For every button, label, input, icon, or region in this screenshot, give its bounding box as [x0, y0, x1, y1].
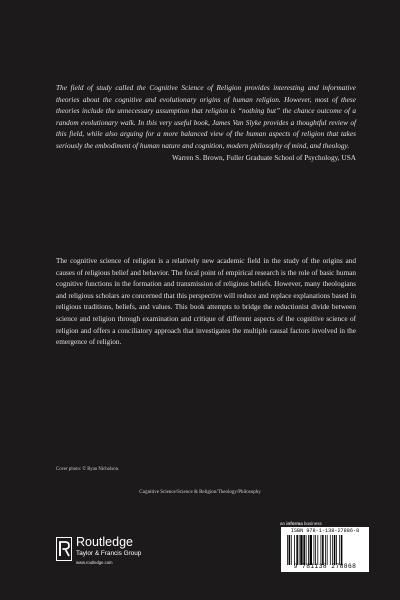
informa-prefix: an: [280, 521, 287, 526]
barcode-bar: [325, 535, 326, 565]
publisher-logo: [56, 537, 206, 577]
barcode-digits: 9 781138 278868: [293, 563, 357, 570]
barcode-bar: [327, 535, 328, 565]
informa-suffix: business: [302, 521, 322, 526]
barcode-bar: [332, 535, 333, 565]
barcode-bars: [286, 535, 364, 565]
barcode-bar: [339, 535, 340, 565]
barcode-bar: [341, 535, 343, 565]
barcode-bar: [336, 535, 337, 565]
subject-categories: Cognitive Science/Science & Religion/Theology/Philosophy: [139, 490, 261, 495]
barcode-bar: [306, 535, 307, 565]
barcode-bar: [310, 535, 312, 565]
barcode-bar: [296, 535, 298, 565]
barcode-bar: [334, 535, 336, 565]
isbn-barcode: [281, 527, 369, 572]
barcode-bar: [287, 535, 288, 565]
informa-brand: informa: [286, 521, 303, 526]
barcode-bar: [321, 535, 322, 565]
barcode-bar: [314, 535, 315, 565]
endorsement-text: The field of study called the Cognitive Science of Religion provides interesting and informative theories about the cognitive and evolutionary origins of human religion. However, most of these theories include the unnecessary assumption that religion is “nothing but” the chance outcome of a random evolutionary walk. In this very useful book, James Van Slyke provides a thoughtful review of this field, while also arguing for a more balanced view of the human aspects of religion that takes seriously the embodiment of human nature and cognition, modern philosophy of mind, and theology.: [56, 84, 356, 150]
barcode-bar: [300, 535, 302, 565]
barcode-bar: [330, 535, 331, 565]
publisher-url: www.routledge.com: [76, 560, 113, 565]
barcode-bar: [315, 535, 316, 565]
barcode-bar: [322, 535, 324, 565]
barcode-bar: [308, 535, 309, 565]
barcode-bar: [291, 535, 292, 565]
book-description: The cognitive science of religion is a relatively new academic field in the study of the origins and causes of religious belief and behavior. The focal point of empirical research is the role of basic human cognitive functions in the formation and transmission of religious beliefs. However, many theologians and religious scholars are concerned that this perspective will reduce and replace explanations based in religious traditions, beliefs, and values. This book attempts to bridge the reductionist divide between science and religion through examination and critique of different aspects of the cognitive science of religion and offers a conciliatory approach that investigates the multiple causal factors involved in the emergence of religion.: [56, 257, 356, 347]
cover-photo-credit: Cover photo: © Ryan Nicholson.: [56, 467, 120, 472]
publisher-name: Routledge: [76, 535, 133, 549]
barcode-bar: [289, 535, 291, 565]
isbn-label: ISBN 978-1-138-27886-8: [290, 528, 360, 534]
publisher-group: Taylor & Francis Group: [76, 550, 142, 557]
barcode-bar: [317, 535, 318, 565]
barcode-bar: [299, 535, 300, 565]
barcode-bar: [294, 535, 295, 565]
informa-business-label: [280, 521, 322, 526]
routledge-r-logo-icon: [56, 537, 72, 561]
endorsement-quote: [56, 83, 356, 164]
barcode-bar: [303, 535, 305, 565]
endorsement-attribution: Warren S. Brown, Fuller Graduate School of Psychology, USA: [172, 153, 356, 162]
